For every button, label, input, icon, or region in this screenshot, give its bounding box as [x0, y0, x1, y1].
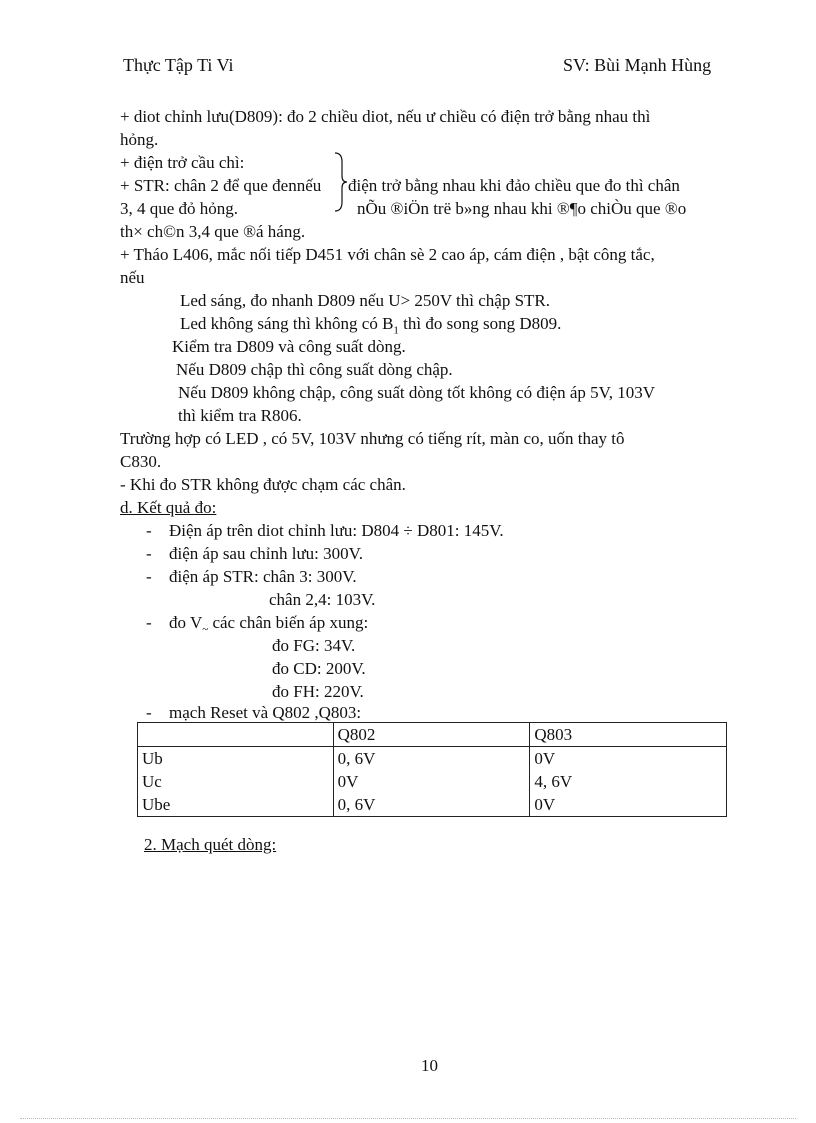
table-header-cell: Q802: [333, 723, 530, 747]
text-line: Trường hợp có LED , có 5V, 103V nhưng có tiếng rít, màn co, uốn thay tô: [120, 429, 625, 448]
text-line: nếu: [120, 268, 145, 287]
table-cell: Ube: [138, 793, 334, 817]
text-line: - Khi đo STR không được chạm các chân.: [120, 475, 406, 494]
table-row: [138, 793, 727, 817]
result-item: đo FH: 220V.: [272, 682, 364, 701]
page-number: 10: [421, 1056, 438, 1075]
brace-icon: [334, 152, 348, 212]
page-edge-divider: [20, 1118, 796, 1119]
bullet: -: [146, 567, 152, 586]
table-cell: 0V: [333, 770, 530, 793]
table-header-cell: Q803: [530, 723, 727, 747]
table-row: [138, 770, 727, 793]
result-item: Điện áp trên diot chỉnh lưu: D804 ÷ D801: 145V.: [169, 521, 504, 540]
text-line: + Tháo L406, mắc nối tiếp D451 với chân sè 2 cao áp, cám điện , bật công tắc,: [120, 245, 655, 264]
text-line: nÕu ®iÖn trë b»ng nhau khi ®¶o chiÒu que ®o: [357, 199, 687, 218]
subscript: 1: [393, 324, 399, 337]
table-header-cell: [138, 723, 334, 747]
text-segment: Led không sáng thì không có B: [180, 314, 394, 333]
table-header-row: [138, 723, 727, 747]
text-line: điện trở bằng nhau khi đảo chiều que đo thì chân: [348, 176, 680, 195]
bullet: -: [146, 613, 152, 632]
text-line: thì kiểm tra R806.: [178, 406, 302, 425]
result-item: điện áp STR: chân 3: 300V.: [169, 567, 357, 586]
table-cell: Ub: [138, 747, 334, 771]
table-cell: 0V: [530, 793, 727, 817]
text-line: Nếu D809 không chập, công suất dòng tốt không có điện áp 5V, 103V: [178, 383, 656, 402]
bullet: -: [146, 544, 152, 563]
result-item: điện áp sau chỉnh lưu: 300V.: [169, 544, 363, 563]
text-line: Kiểm tra D809 và công suất dòng.: [172, 337, 406, 356]
bullet: -: [146, 521, 152, 540]
subscript: ~: [202, 623, 209, 636]
result-item: mạch Reset và Q802 ,Q803:: [169, 703, 362, 722]
header-right: SV: Bùi Mạnh Hùng: [563, 55, 712, 75]
text-line: + diot chỉnh lưu(D809): đo 2 chiều diot, nếu ư chiều có điện trở bằng nhau thì: [120, 107, 651, 126]
result-item: chân 2,4: 103V.: [269, 590, 376, 609]
result-item: đo FG: 34V.: [272, 636, 356, 655]
text-segment: đo V: [169, 613, 203, 632]
header-left: Thực Tập Ti Vi: [123, 55, 234, 75]
table-cell: 4, 6V: [530, 770, 727, 793]
text-line: 3, 4 que đỏ hỏng.: [120, 199, 239, 218]
table-row: [138, 747, 727, 771]
text-line: th× ch©n 3,4 que ®á háng.: [120, 222, 306, 241]
table-cell: Uc: [138, 770, 334, 793]
table-cell: 0, 6V: [333, 747, 530, 771]
table-cell: 0, 6V: [333, 793, 530, 817]
result-item: đo CD: 200V.: [272, 659, 366, 678]
section-heading: 2. Mạch quét dòng:: [144, 835, 277, 854]
bullet: -: [146, 703, 152, 722]
results-heading: d. Kết quả đo:: [120, 498, 217, 517]
text-line: C830.: [120, 452, 162, 471]
text-segment: các chân biến áp xung:: [208, 613, 369, 632]
text-line: Nếu D809 chập thì công suất dòng chập.: [176, 360, 453, 379]
text-line: + điện trở cầu chì:: [120, 153, 245, 172]
table-cell: 0V: [530, 747, 727, 771]
text-line: Led sáng, đo nhanh D809 nếu U> 250V thì chập STR.: [180, 291, 551, 310]
text-line: + STR: chân 2 để que đennếu: [120, 176, 322, 195]
text-line: hỏng.: [120, 130, 159, 149]
text-segment: thì đo song song D809.: [398, 314, 562, 333]
results-table: [137, 722, 727, 817]
